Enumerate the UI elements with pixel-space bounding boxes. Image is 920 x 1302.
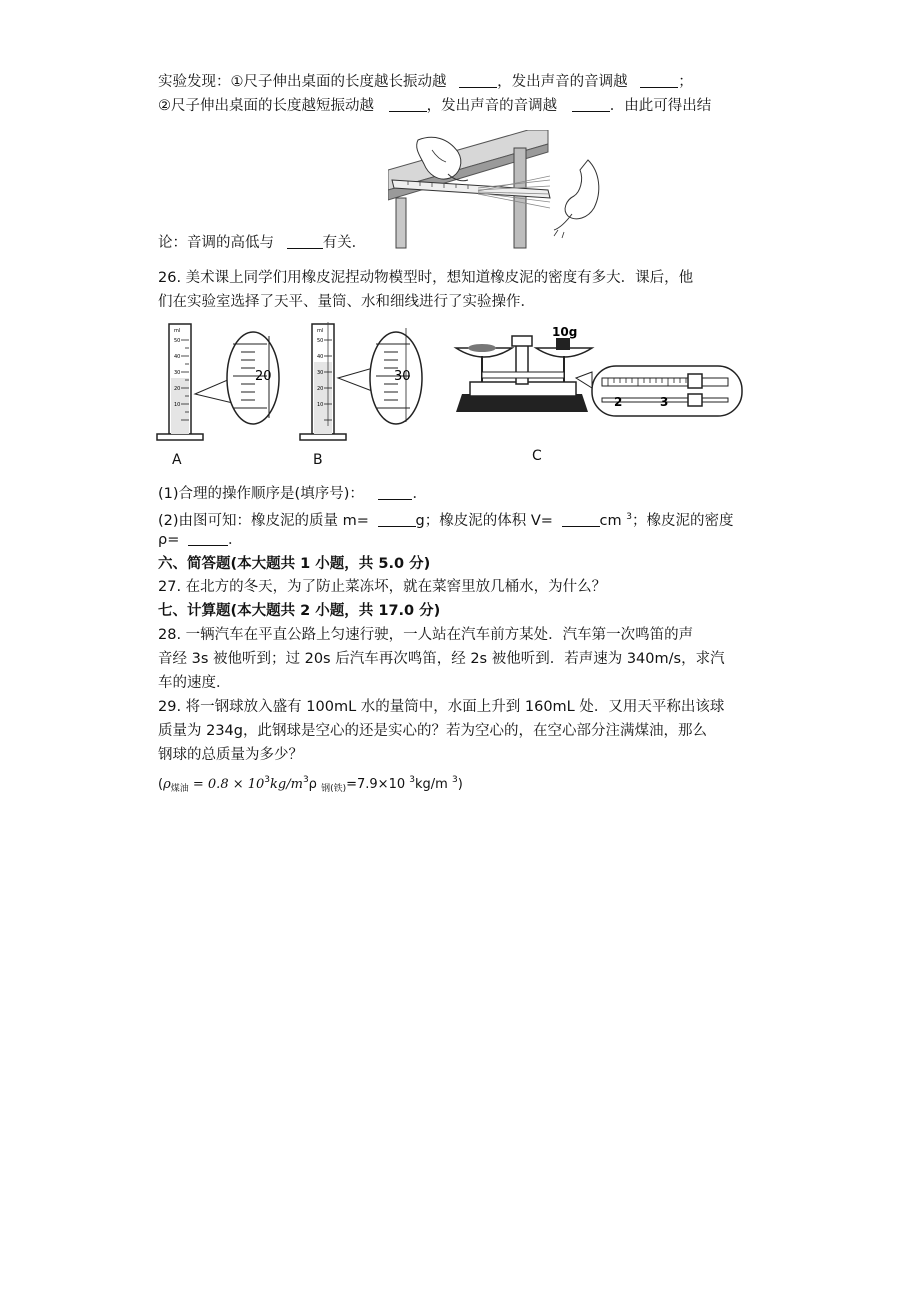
cyl-a-tick-20: 20 [174, 386, 181, 392]
q26-text: g；橡皮泥的体积 V= [415, 513, 553, 529]
q26-superscript: 3 [626, 512, 632, 522]
formula-text: ( [158, 777, 164, 792]
cyl-a-tick-30: 30 [174, 370, 181, 376]
q25-text: ； [678, 74, 693, 90]
figure-label-c: C [532, 448, 542, 464]
cyl-a-reading: 20 [255, 369, 272, 384]
q25-line-2 [158, 96, 711, 116]
section-7-heading: 七、计算题(本大题共 2 小题，共 17.0 分) [158, 603, 441, 619]
answer-blank[interactable] [572, 97, 610, 112]
scale-label-3: 3 [660, 395, 669, 409]
formula-subscript: 煤油 [170, 784, 189, 794]
figure-label-a: A [172, 452, 182, 468]
cyl-b-tick-40: 40 [317, 354, 324, 360]
section-6-heading: 六、简答题(本大题共 1 小题，共 5.0 分) [158, 556, 431, 572]
figure-label-b: B [313, 452, 323, 468]
formula-text: ) [457, 777, 463, 792]
answer-blank[interactable] [378, 485, 412, 500]
cyl-a-tick-50: 50 [174, 338, 181, 344]
cyl-b-tick-20: 20 [317, 386, 324, 392]
q26-text: ρ= [158, 532, 180, 548]
cyl-b-tick-30: 30 [317, 370, 324, 376]
q26-line-1: 26. 美术课上同学们用橡皮泥捏动物模型时，想知道橡皮泥的密度有多大．课后，他 [158, 270, 694, 286]
cyl-b-tick-50: 50 [317, 338, 324, 344]
cyl-a-tick-10: 10 [174, 402, 181, 408]
q27-text: 27. 在北方的冬天，为了防止菜冻坏，就在菜窖里放几桶水，为什么？ [158, 579, 607, 595]
ruler-table-figure [388, 130, 610, 250]
formula-text: kg/m [270, 777, 303, 792]
formula-symbol: ρ [308, 777, 317, 792]
q26-sub-2 [158, 507, 733, 531]
q26-sub-2-cont [158, 530, 242, 550]
answer-blank[interactable] [188, 531, 228, 546]
cyl-a-tick-ml: ml [174, 328, 181, 334]
q25-text: ，发出声音的音调越 [497, 74, 628, 90]
q29-line-2: 质量为 234g，此钢球是空心的还是实心的？若为空心的，在空心部分注满煤油，那么 [158, 723, 707, 739]
cyl-b-reading: 30 [394, 369, 411, 384]
cyl-b-tick-ml: ml [317, 328, 324, 334]
q26-sub-1 [158, 484, 427, 504]
q25-text: 有关． [322, 235, 367, 251]
cyl-b-tick-10: 10 [317, 402, 324, 408]
figure-b-cylinder [298, 318, 428, 448]
formula-symbol: ρ [163, 777, 171, 792]
answer-blank[interactable] [562, 512, 600, 527]
formula-superscript: 3 [302, 775, 309, 785]
formula-text: kg/m [414, 777, 452, 792]
q28-line-2: 音经 3s 被他听到；过 20s 后汽车再次鸣笛，经 2s 被他听到．若声速为 340m/s，求汽 [158, 651, 725, 667]
q26-line-2: 们在实验室选择了天平、量筒、水和细线进行了实验操作． [158, 294, 535, 310]
answer-blank[interactable] [389, 97, 427, 112]
figure-a-cylinder [155, 318, 285, 448]
formula-superscript: 3 [451, 775, 458, 785]
formula-superscript: 3 [264, 775, 271, 785]
q25-text: ②尺子伸出桌面的长度越短振动越 [158, 98, 374, 114]
q29-line-3: 钢球的总质量为多少？ [158, 747, 303, 763]
q28-line-3: 车的速度． [158, 675, 231, 691]
formula-superscript: 3 [409, 775, 415, 785]
q26-text: ． [227, 532, 243, 548]
q25-line-1 [158, 72, 693, 92]
weight-label: 10g [552, 325, 578, 339]
cyl-a-tick-40: 40 [174, 354, 181, 360]
q26-text: (2)由图可知：橡皮泥的质量 m= [158, 513, 369, 529]
q28-line-1: 28. 一辆汽车在平直公路上匀速行驶，一人站在汽车前方某处．汽车第一次鸣笛的声 [158, 627, 694, 643]
answer-blank[interactable] [640, 73, 678, 88]
q29-line-1: 29. 将一钢球放入盛有 100mL 水的量筒中，水面上升到 160mL 处．又用天平称出该球 [158, 699, 725, 715]
answer-blank[interactable] [378, 512, 416, 527]
q26-text: ． [412, 486, 427, 502]
q26-text: ；橡皮泥的密度 [631, 513, 734, 529]
formula-subscript: 钢(铁) [321, 784, 347, 794]
formula-text: =7.9×10 [346, 777, 410, 792]
q25-line-3 [158, 233, 366, 253]
q25-text: 论：音调的高低与 [158, 235, 274, 251]
q25-text: ．由此可得出结 [609, 98, 712, 114]
q25-text: ，发出声音的音调越 [426, 98, 558, 114]
density-formula [158, 770, 463, 799]
q26-text: cm [599, 513, 627, 529]
formula-text: = 0.8 × 10 [192, 777, 265, 792]
scale-label-2: 2 [614, 395, 623, 409]
answer-blank[interactable] [287, 234, 323, 249]
answer-blank[interactable] [459, 73, 497, 88]
q26-text: (1)合理的操作顺序是(填序号)： [158, 486, 364, 502]
figure-c-balance [452, 322, 748, 422]
q25-text: 实验发现：①尺子伸出桌面的长度越长振动越 [158, 74, 447, 90]
